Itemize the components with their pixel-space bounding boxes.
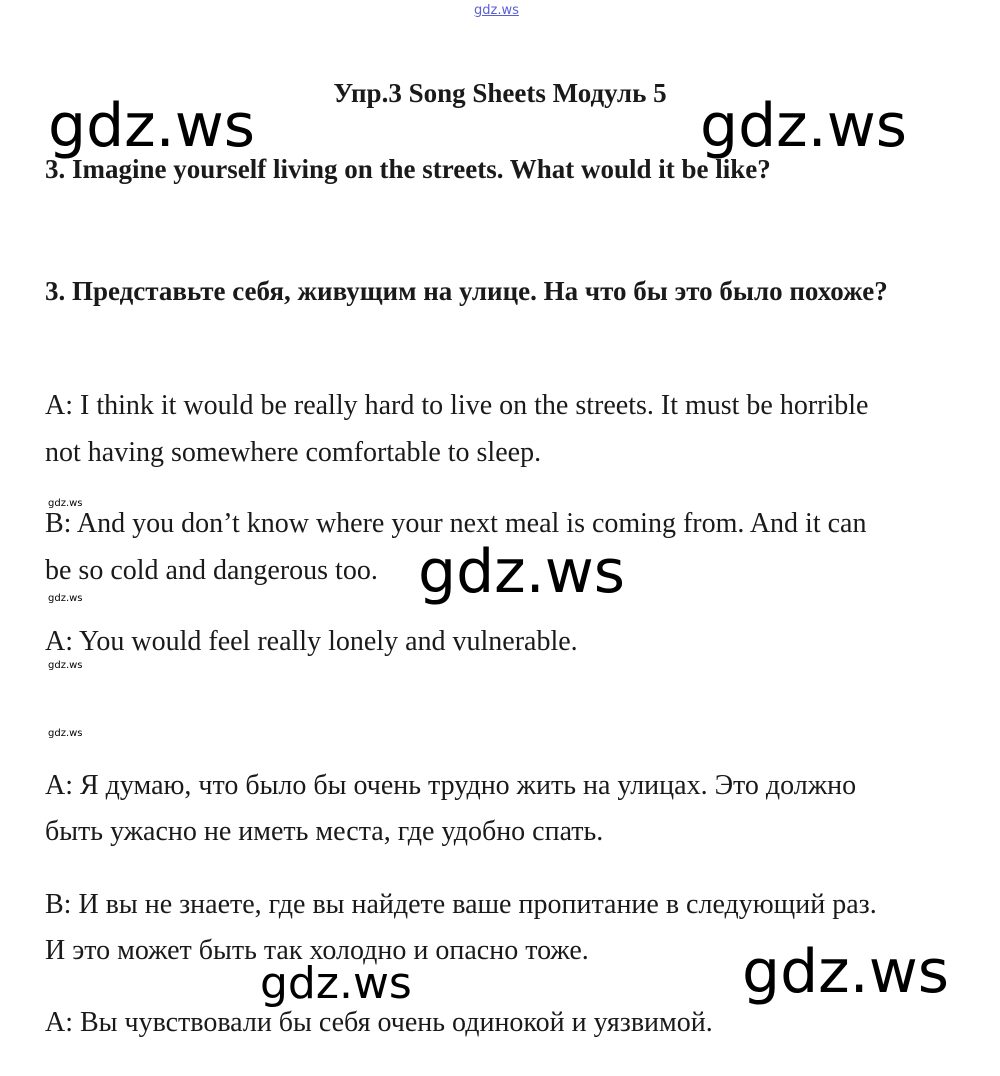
dialogue-ru-b1-line2: И это может быть так холодно и опасно тоже. (45, 935, 589, 966)
dialogue-ru-a1-line1: A: Я думаю, что было бы очень трудно жить на улицах. Это должно (45, 770, 857, 801)
dialogue-ru-b1-line1: B: И вы не знаете, где вы найдете ваше пропитание в следующий раз. (45, 889, 877, 920)
watermark-small: gdz.ws (48, 593, 83, 604)
dialogue-en-b1-line1: B: And you don’t know where your next meal is coming from. And it can (45, 508, 867, 539)
question-russian: 3. Представьте себя, живущим на улице. На что бы это было похоже? (45, 276, 888, 306)
dialogue-ru-a1-line2: быть ужасно не иметь места, где удобно спать. (45, 816, 604, 847)
watermark-small: gdz.ws (48, 498, 83, 509)
dialogue-en-a1-line2: not having somewhere comfortable to sleep. (45, 437, 542, 468)
watermark-small: gdz.ws (48, 728, 83, 739)
dialogue-en-a1-line1: A: I think it would be really hard to live on the streets. It must be horrible (45, 390, 869, 421)
watermark-large: gdz.ws (48, 91, 256, 161)
watermark-medium: gdz.ws (260, 958, 412, 1009)
watermark-large: gdz.ws (700, 91, 908, 161)
dialogue-en-a2-line1: A: You would feel really lonely and vulnerable. (45, 626, 578, 657)
watermark-small: gdz.ws (48, 660, 83, 671)
watermark-large: gdz.ws (742, 937, 950, 1007)
dialogue-en-b1-line2: be so cold and dangerous too. (45, 555, 378, 586)
page-title: Упр.3 Song Sheets Модуль 5 (333, 78, 667, 108)
watermark-top-link[interactable]: gdz.ws (474, 3, 519, 18)
watermark-large: gdz.ws (418, 537, 626, 607)
question-english: 3. Imagine yourself living on the streets. What would it be like? (45, 154, 771, 184)
dialogue-ru-a2-line1: A: Вы чувствовали бы себя очень одинокой и уязвимой. (45, 1007, 713, 1038)
